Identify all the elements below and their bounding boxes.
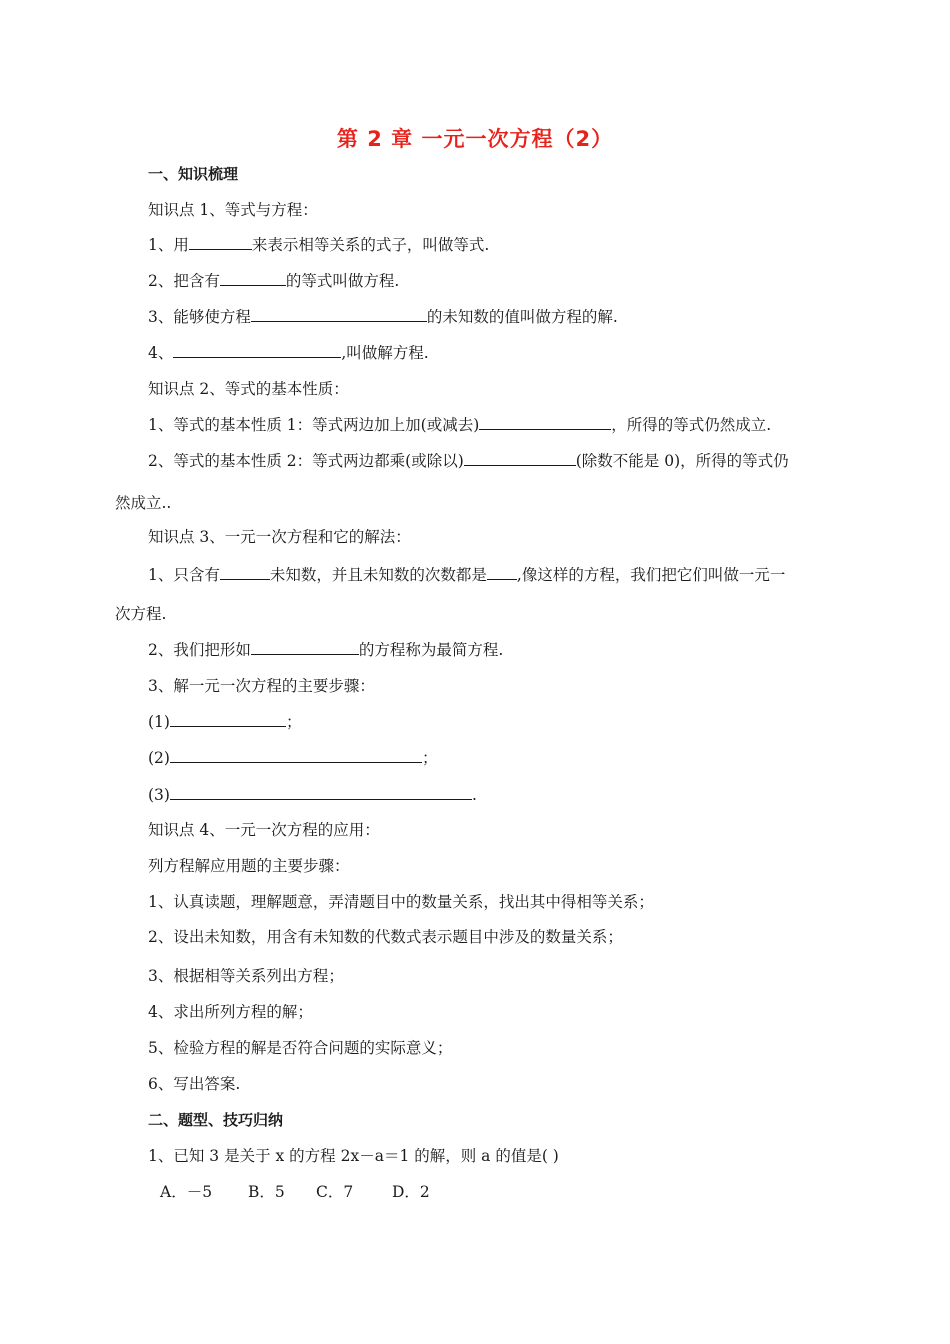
kp1-item-1 (148, 234, 489, 256)
text-segment: ； (285, 713, 302, 731)
fill-blank (170, 747, 422, 763)
fill-blank (189, 234, 252, 250)
fill-blank (220, 270, 286, 286)
kp1-item-4 (148, 342, 429, 364)
section-heading-1: 一、知识梳理 (148, 165, 239, 183)
option-c: C．7 (316, 1183, 354, 1201)
option-b: B．5 (248, 1183, 285, 1201)
fill-blank (479, 414, 611, 430)
text-segment: 的等式叫做方程. (285, 272, 400, 290)
option-a: A．－5 (160, 1183, 213, 1201)
text-segment: (除数不能是 0)，所得的等式仍 (575, 452, 789, 470)
text-segment: 的方程称为最简方程. (358, 641, 504, 659)
kp3-item-3: 3、解一元一次方程的主要步骤： (148, 677, 375, 695)
option-d: D．2 (392, 1183, 430, 1201)
fill-blank (173, 342, 341, 358)
text-segment: ,像这样的方程，我们把它们叫做一元一 (516, 566, 786, 584)
text-segment: 未知数，并且未知数的次数都是 (269, 566, 487, 584)
kp3-step-2 (148, 747, 437, 769)
kp4-step: 2、设出未知数，用含有未知数的代数式表示题目中涉及的数量关系； (148, 928, 623, 946)
fill-blank (170, 711, 286, 727)
text-segment: 的未知数的值叫做方程的解. (426, 308, 618, 326)
text-segment: ,叫做解方程. (341, 344, 429, 362)
text-segment: 来表示相等关系的式子，叫做等式. (251, 236, 490, 254)
kp4-subtitle: 列方程解应用题的主要步骤： (148, 857, 350, 875)
kp3-step-1 (148, 711, 301, 733)
kp2-item-1 (148, 414, 771, 436)
text-segment: 1、只含有 (148, 566, 220, 584)
question-1: 1、已知 3 是关于 x 的方程 2x－a＝1 的解，则 a 的值是( ) (148, 1147, 559, 1165)
kp1-title: 知识点 1、等式与方程： (148, 201, 318, 219)
kp1-item-2 (148, 270, 399, 292)
kp3-title: 知识点 3、一元一次方程和它的解法： (148, 528, 411, 546)
text-segment: . (471, 786, 477, 804)
fill-blank (487, 564, 517, 580)
text-segment: 4、 (148, 344, 174, 362)
text-segment: (1) (148, 713, 170, 731)
question-1-options (160, 1181, 452, 1203)
kp4-step: 3、根据相等关系列出方程； (148, 967, 344, 985)
section-heading-2: 二、题型、技巧归纳 (148, 1111, 284, 1129)
kp3-step-3 (148, 784, 477, 806)
kp1-item-3 (148, 306, 618, 328)
kp2-title: 知识点 2、等式的基本性质： (148, 380, 349, 398)
text-segment: 2、我们把形如 (148, 641, 251, 659)
text-segment: 1、等式的基本性质 1：等式两边加上加(或减去) (148, 416, 480, 434)
kp4-title: 知识点 4、一元一次方程的应用： (148, 821, 380, 839)
text-segment: 1、用 (148, 236, 189, 254)
text-segment: ； (421, 749, 438, 767)
fill-blank (464, 450, 576, 466)
text-segment: (2) (148, 749, 170, 767)
fill-blank (220, 564, 270, 580)
text-segment: ，所得的等式仍然成立. (611, 416, 772, 434)
text-segment: 3、能够使方程 (148, 308, 251, 326)
kp2-item-2-continued: 然成立.. (115, 494, 172, 512)
fill-blank (251, 639, 359, 655)
kp4-step: 5、检验方程的解是否符合问题的实际意义； (148, 1039, 453, 1057)
kp4-step: 1、认真读题，理解题意，弄清题目中的数量关系，找出其中得相等关系； (148, 893, 654, 911)
kp3-item-2 (148, 639, 503, 661)
fill-blank (251, 306, 427, 322)
page-title: 第 2 章 一元一次方程（2） (336, 127, 614, 151)
fill-blank (170, 784, 472, 800)
kp3-item-1 (148, 564, 785, 586)
text-segment: 2、等式的基本性质 2：等式两边都乘(或除以) (148, 452, 464, 470)
kp2-item-2 (148, 450, 789, 472)
kp4-step: 6、写出答案. (148, 1075, 241, 1093)
text-segment: (3) (148, 786, 170, 804)
text-segment: 2、把含有 (148, 272, 220, 290)
kp3-item-1-continued: 次方程. (115, 605, 167, 623)
kp4-step: 4、求出所列方程的解； (148, 1003, 313, 1021)
